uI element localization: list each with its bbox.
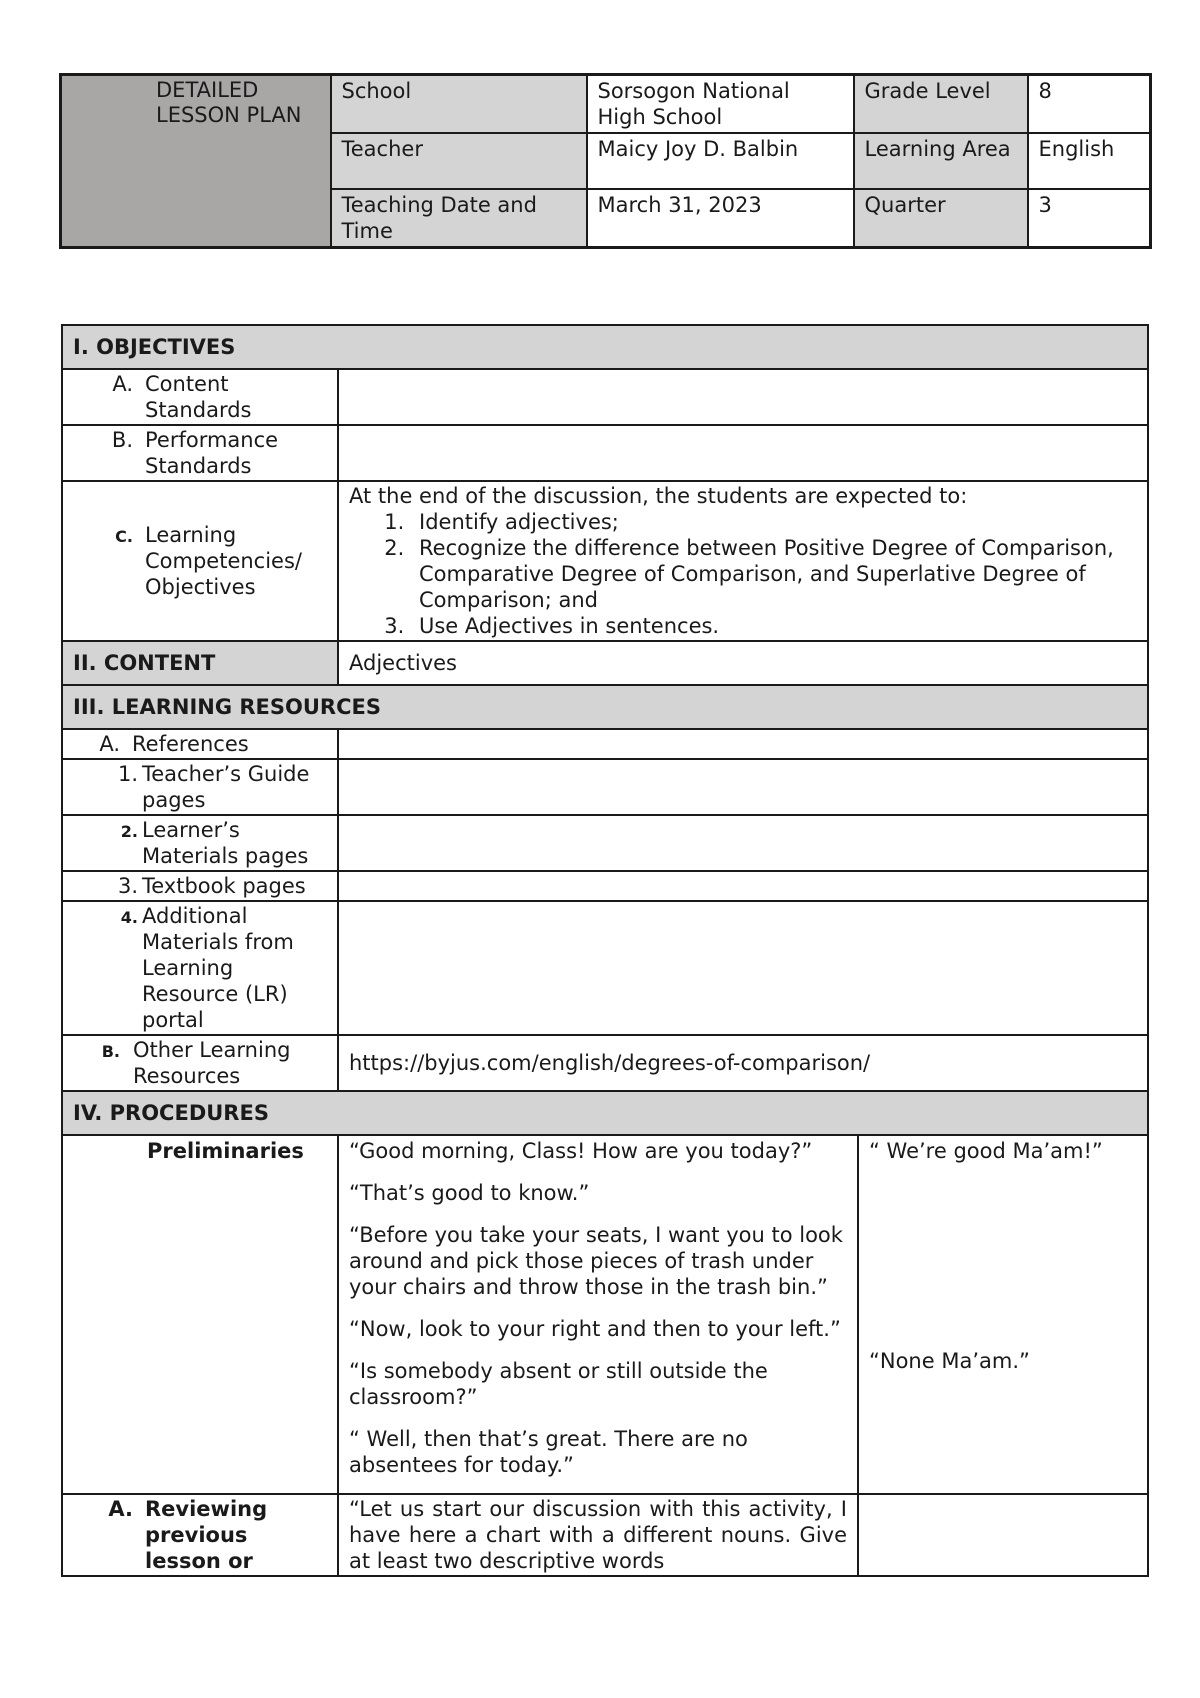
textbook-pages-value	[338, 871, 1148, 901]
preliminaries-teacher-column	[338, 1135, 858, 1494]
learners-materials-label: 2. Learner’s Materials pages	[62, 815, 338, 871]
learners-materials-value	[338, 815, 1148, 871]
school-value: Sorsogon National High School	[587, 75, 854, 134]
preliminaries-student-column	[858, 1135, 1148, 1494]
objective-item: 1. Identify adjectives;	[411, 509, 1137, 535]
content-heading: II. CONTENT	[62, 641, 338, 685]
content-value: Adjectives	[338, 641, 1148, 685]
teacher-line: “That’s good to know.”	[349, 1181, 590, 1205]
teacher-line: “Is somebody absent or still outside the classroom?”	[349, 1359, 768, 1409]
objectives-intro: At the end of the discussion, the students are expected to:	[349, 484, 968, 508]
header-title-cell	[61, 75, 331, 248]
learning-resources-heading: III. LEARNING RESOURCES	[62, 685, 1148, 729]
lesson-plan-header-table	[59, 73, 1152, 249]
teacher-value: Maicy Joy D. Balbin	[587, 133, 854, 189]
teacher-line: “Good morning, Class! How are you today?”	[349, 1139, 813, 1163]
references-label: A. References	[62, 729, 338, 759]
objective-item: 2. Recognize the difference between Positive Degree of Comparison, Comparative Degree of Comparison, and Superlative Degree of Comparison; and	[411, 535, 1137, 613]
grade-level-label: Grade Level	[854, 75, 1028, 134]
teaching-date-label: Teaching Date and Time	[331, 189, 587, 248]
content-standards-value	[338, 369, 1148, 425]
learning-competencies-label: C. Learning Competencies/ Objectives	[62, 481, 338, 641]
objectives-heading: I. OBJECTIVES	[62, 325, 1148, 369]
content-standards-label: A. Content Standards	[62, 369, 338, 425]
lesson-plan-main-table	[61, 324, 1149, 1577]
teaching-date-value: March 31, 2023	[587, 189, 854, 248]
reviewing-previous-lesson-label: A. Reviewing previous lesson or	[62, 1494, 338, 1576]
quarter-label: Quarter	[854, 189, 1028, 248]
teachers-guide-value	[338, 759, 1148, 815]
learning-area-value: English	[1028, 133, 1151, 189]
performance-standards-value	[338, 425, 1148, 481]
objectives-list	[349, 509, 1137, 639]
teacher-line: “Before you take your seats, I want you to look around and pick those pieces of trash under your chairs and throw those in the trash bin.”	[349, 1223, 843, 1299]
grade-level-value: 8	[1028, 75, 1151, 134]
references-value	[338, 729, 1148, 759]
other-learning-resources-link: https://byjus.com/english/degrees-of-comparison/	[338, 1035, 1148, 1091]
school-label: School	[331, 75, 587, 134]
teacher-label: Teacher	[331, 133, 587, 189]
student-line: “ We’re good Ma’am!”	[869, 1139, 1103, 1163]
header-title: DETAILED LESSON PLAN	[156, 78, 302, 127]
objective-item: 3. Use Adjectives in sentences.	[411, 613, 1137, 639]
teacher-line: “ Well, then that’s great. There are no absentees for today.”	[349, 1427, 748, 1477]
learning-area-label: Learning Area	[854, 133, 1028, 189]
teacher-line: “Now, look to your right and then to your left.”	[349, 1317, 841, 1341]
additional-materials-value	[338, 901, 1148, 1035]
reviewing-previous-lesson-student	[858, 1494, 1148, 1576]
textbook-pages-label: 3. Textbook pages	[62, 871, 338, 901]
teachers-guide-label: 1. Teacher’s Guide pages	[62, 759, 338, 815]
performance-standards-label: B. Performance Standards	[62, 425, 338, 481]
student-line: “None Ma’am.”	[869, 1349, 1030, 1373]
reviewing-previous-lesson-text: “Let us start our discussion with this activity, I have here a chart with a different nouns. Give at least two descriptive words	[338, 1494, 858, 1576]
preliminaries-label: Preliminaries	[62, 1135, 338, 1494]
procedures-heading: IV. PROCEDURES	[62, 1091, 1148, 1135]
learning-competencies-value	[338, 481, 1148, 641]
additional-materials-label: 4. Additional Materials from Learning Resource (LR) portal	[62, 901, 338, 1035]
other-learning-resources-label: B. Other Learning Resources	[62, 1035, 338, 1091]
quarter-value: 3	[1028, 189, 1151, 248]
